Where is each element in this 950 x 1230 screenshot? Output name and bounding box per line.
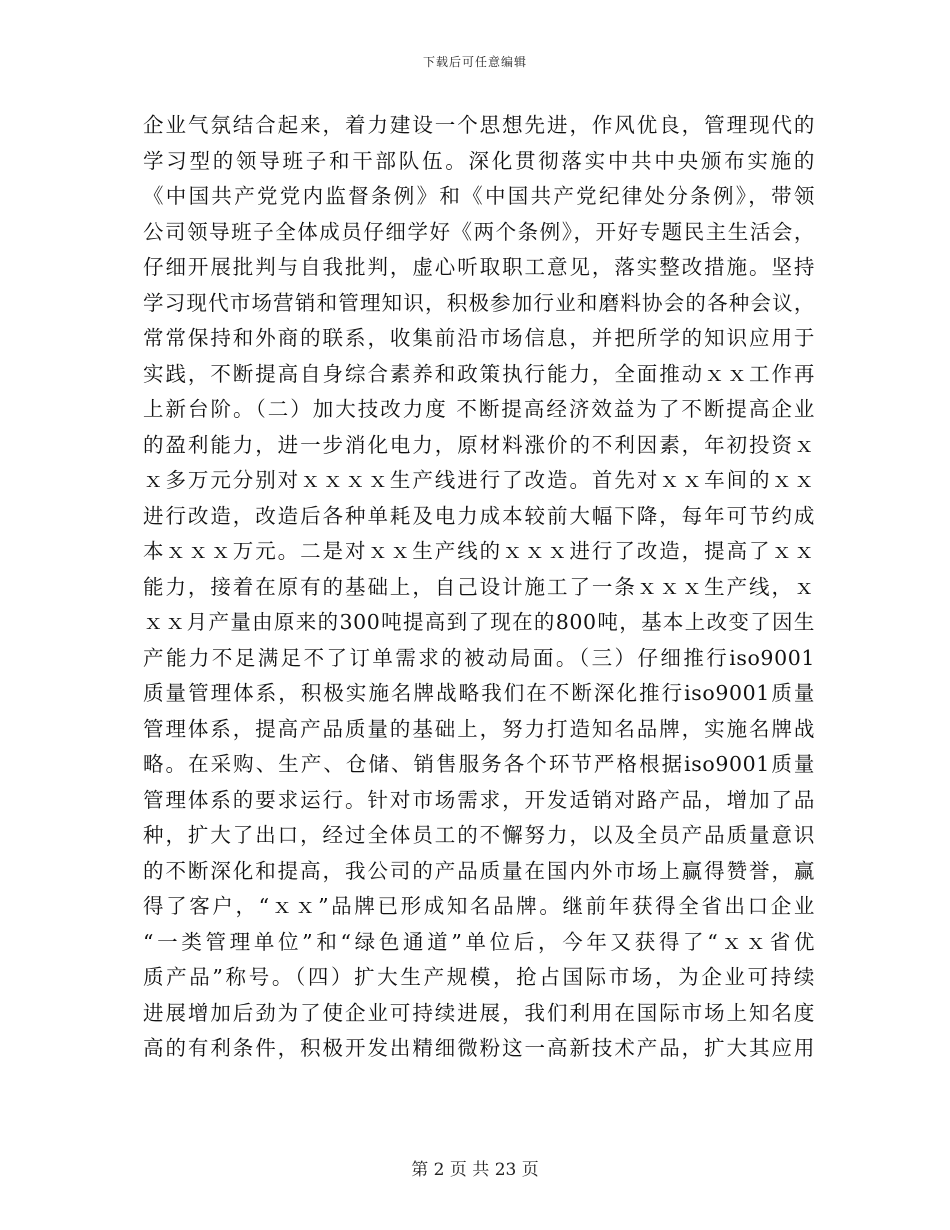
text-line: 产能力不足满足不了订单需求的被动局面。（三）仔细推行iso9001 xyxy=(143,645,815,670)
text-line: 的不断深化和提高，我公司的产品质量在国内外市场上赢得赞誉，赢 xyxy=(143,858,815,883)
text-line: 的盈利能力，进一步消化电力，原材料涨价的不利因素，年初投资ｘ xyxy=(143,432,815,457)
text-line: 进展增加后劲为了使企业可持续进展，我们利用在国际市场上知名度 xyxy=(143,1000,815,1025)
text-line: 种，扩大了出口，经过全体员工的不懈努力，以及全员产品质量意识 xyxy=(143,823,815,847)
text-line: 质产品”称号。（四）扩大生产规模，抢占国际市场，为企业可持续 xyxy=(143,965,815,989)
text-line: 本ｘｘｘ万元。二是对ｘｘ生产线的ｘｘｘ进行了改造，提高了ｘｘ xyxy=(143,539,815,563)
text-line: 常常保持和外商的联系，收集前沿市场信息，并把所学的知识应用于 xyxy=(143,326,815,350)
text-line: 管理体系的要求运行。针对市场需求，开发适销对路产品，增加了品 xyxy=(143,787,815,812)
text-line: 学习现代市场营销和管理知识，积极参加行业和磨料协会的各种会议， xyxy=(143,290,815,315)
body-text xyxy=(143,108,815,1067)
text-line: 学习型的领导班子和干部队伍。深化贯彻落实中共中央颁布实施的 xyxy=(143,148,815,173)
text-line: 《中国共产党党内监督条例》和《中国共产党纪律处分条例》，带领 xyxy=(143,184,815,208)
page-header: 下载后可任意编辑 xyxy=(422,55,527,69)
text-line: 上新台阶。（二）加大技改力度 不断提高经济效益为了不断提高企业 xyxy=(143,397,815,421)
text-line: ｘ多万元分别对ｘｘｘｘ生产线进行了改造。首先对ｘｘ车间的ｘｘ xyxy=(143,468,815,492)
page-footer-page-number: 第 2 页 共 23 页 xyxy=(411,1160,539,1180)
text-line: 进行改造，改造后各种单耗及电力成本较前大幅下降，每年可节约成 xyxy=(143,503,815,528)
text-line: 仔细开展批判与自我批判，虚心听取职工意见，落实整改措施。坚持 xyxy=(143,255,815,279)
text-line: 公司领导班子全体成员仔细学好《两个条例》，开好专题民主生活会， xyxy=(143,219,815,244)
text-line: 高的有利条件，积极开发出精细微粉这一高新技术产品，扩大其应用 xyxy=(143,1036,815,1060)
text-line: 略。在采购、生产、仓储、销售服务各个环节严格根据iso9001质量 xyxy=(143,752,815,776)
text-line: 管理体系，提高产品质量的基础上，努力打造知名品牌，实施名牌战 xyxy=(143,716,815,741)
text-line: 企业气氛结合起来，着力建设一个思想先进，作风优良，管理现代的 xyxy=(143,113,815,137)
text-line: 能力，接着在原有的基础上，自己设计施工了一条ｘｘｘ生产线，ｘ xyxy=(143,574,815,599)
text-line: ｘｘ月产量由原来的300吨提高到了现在的800吨，基本上改变了因生 xyxy=(143,610,815,634)
text-line: 质量管理体系，积极实施名牌战略我们在不断深化推行iso9001质量 xyxy=(143,681,815,705)
text-line: “一类管理单位”和“绿色通道”单位后，今年又获得了“ｘｘ省优 xyxy=(143,929,815,954)
text-line: 实践，不断提高自身综合素养和政策执行能力，全面推动ｘｘ工作再 xyxy=(143,361,815,386)
text-line: 得了客户，“ｘｘ”品牌已形成知名品牌。继前年获得全省出口企业 xyxy=(143,894,815,918)
